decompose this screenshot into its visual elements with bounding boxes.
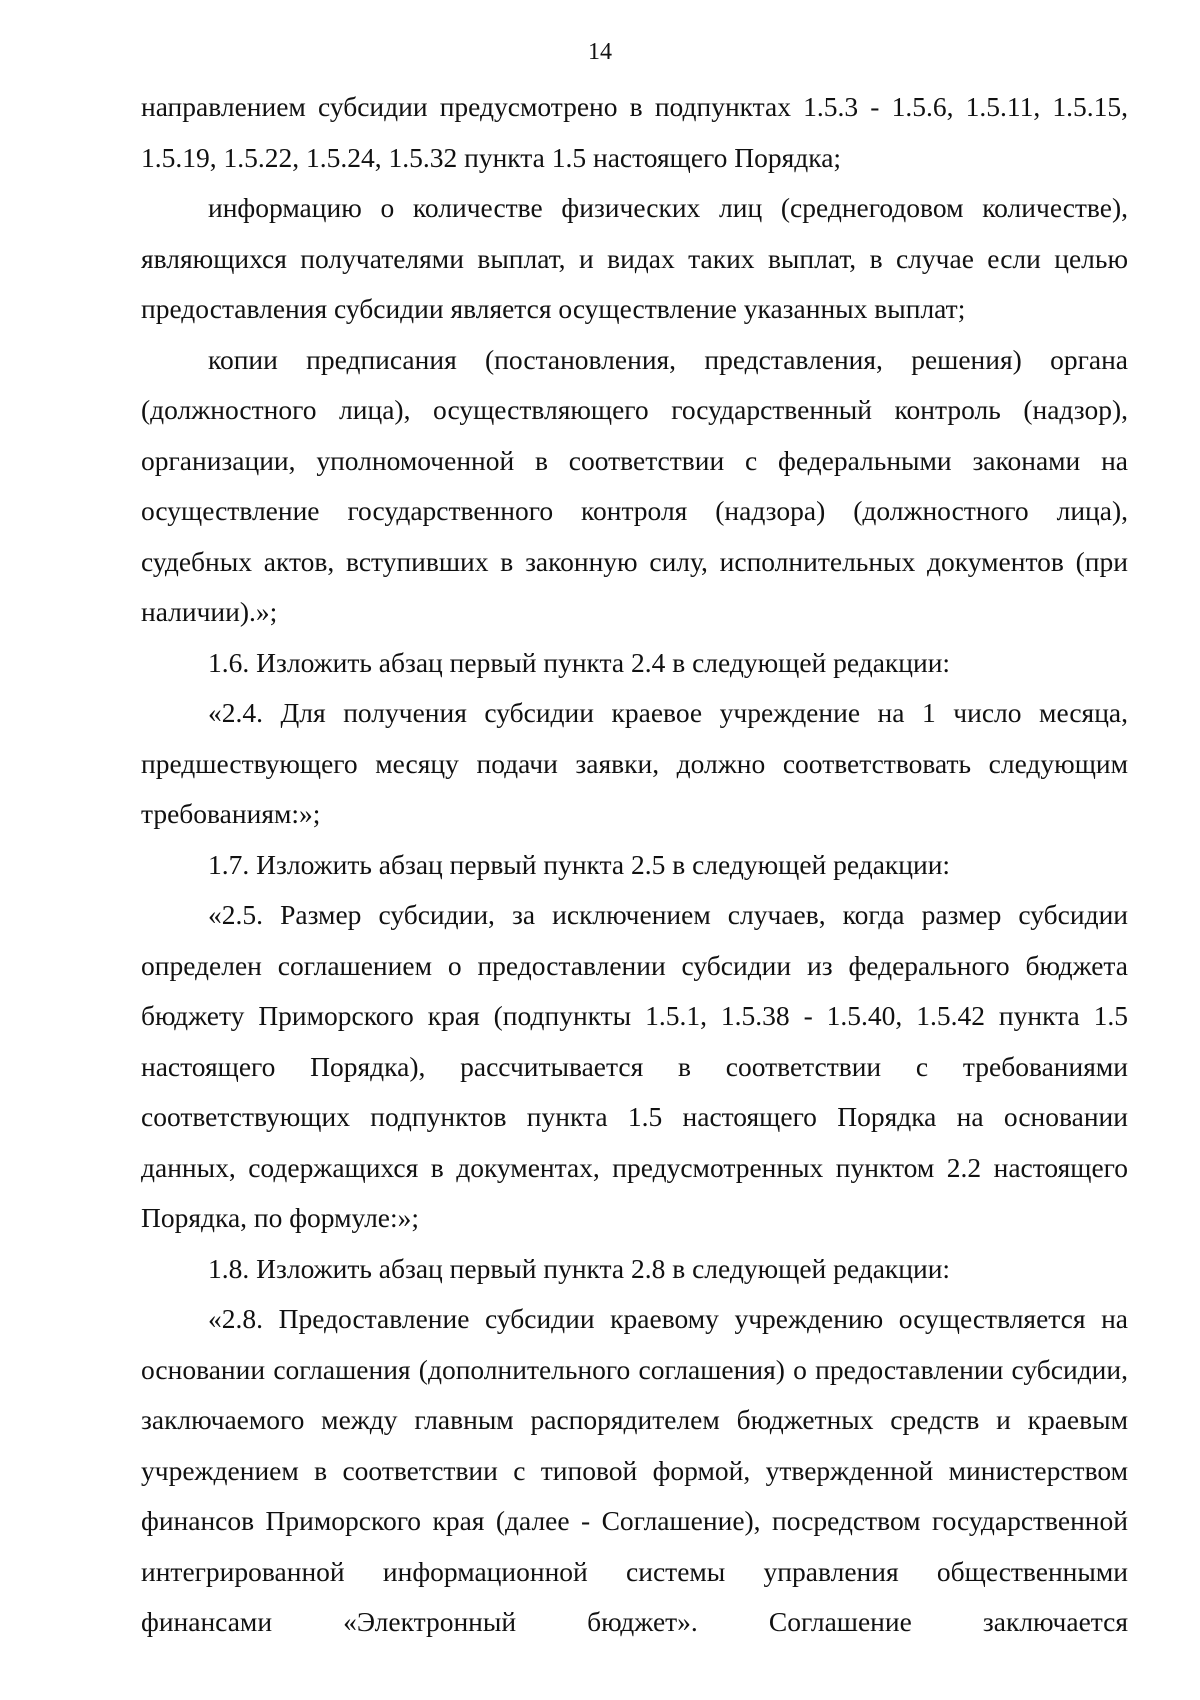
paragraph-order-copies: копии предписания (постановления, представления, решения) органа (должностного лица), осуществляющего государственный контроль (надзор), организации, уполномоченной в соответствии с федеральными законами на осуществление государственного контроля (надзора) (должностного лица), судебных актов, вступивших в законную силу, исполнительных документов (при наличии).»;	[141, 343, 1128, 627]
paragraph-item-1-8: 1.8. Изложить абзац первый пункта 2.8 в следующей редакции:	[208, 1252, 951, 1284]
paragraph-item-1-6: 1.6. Изложить абзац первый пункта 2.4 в следующей редакции:	[208, 646, 951, 678]
paragraph-clause-2-5: «2.5. Размер субсидии, за исключением случаев, когда размер субсидии определен соглашением о предоставлении субсидии из федерального бюджета бюджету Приморского края (подпункты 1.5.1, 1.5.38 - 1.5.40, 1.5.42 пункта 1.5 настоящего Порядка), рассчитывается в соответствии с требованиями соответствующих подпунктов пункта 1.5 настоящего Порядка на основании данных, содержащихся в документах, предусмотренных пунктом 2.2 настоящего Порядка, по формуле:»;	[141, 899, 1128, 1233]
paragraph-clause-2-4: «2.4. Для получения субсидии краевое учреждение на 1 число месяца, предшествующего месяцу подачи заявки, должно соответствовать следующим требованиям:»;	[141, 697, 1128, 829]
document-body	[141, 82, 1128, 1648]
paragraph-clause-2-8: «2.8. Предоставление субсидии краевому учреждению осуществляется на основании соглашения (дополнительного соглашения) о предоставлении субсидии, заключаемого между главным распорядителем бюджетных средств и краевым учреждением в соответствии с типовой формой, утвержденной министерством финансов Приморского края (далее - Соглашение), посредством государственной интегрированной информационной системы управления общественными финансами «Электронный бюджет». Соглашение заключается	[141, 1303, 1128, 1637]
paragraph-item-1-7: 1.7. Изложить абзац первый пункта 2.5 в следующей редакции:	[208, 848, 951, 880]
paragraph-continuation: направлением субсидии предусмотрено в подпунктах 1.5.3 - 1.5.6, 1.5.11, 1.5.15, 1.5.19, 1.5.22, 1.5.24, 1.5.32 пункта 1.5 настоящего Порядка;	[141, 91, 1128, 173]
paragraph-physical-persons-info: информацию о количестве физических лиц (среднегодовом количестве), являющихся получателями выплат, и видах таких выплат, в случае если целью предоставления субсидии является осуществление указанных выплат;	[141, 192, 1128, 324]
page-number: 14	[588, 39, 612, 65]
